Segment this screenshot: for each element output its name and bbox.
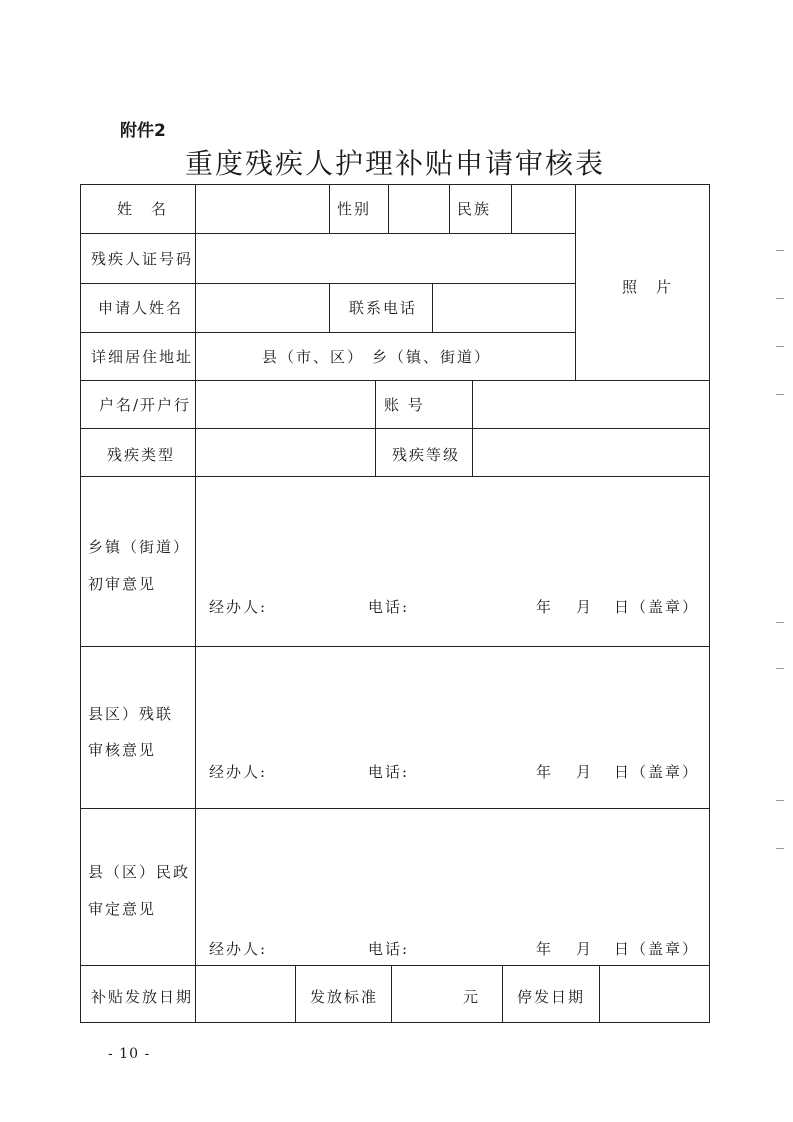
margin-mark: [776, 800, 784, 801]
review-civil-affairs-label-2: 审定意见: [88, 900, 157, 918]
review-civil-affairs-month: 月: [576, 940, 594, 958]
review-federation-label-2: 审核意见: [88, 741, 157, 759]
photo-label: 照 片: [622, 278, 674, 296]
review-township-opinion-field[interactable]: [196, 477, 709, 587]
form-title: 重度残疾人护理补贴申请审核表: [184, 147, 605, 180]
photo-area[interactable]: [576, 185, 709, 380]
id-number-field[interactable]: [196, 234, 575, 283]
gender-field[interactable]: [389, 185, 449, 233]
ethnicity-label: 民族: [457, 200, 492, 218]
margin-mark: [776, 848, 784, 849]
disability-level-field[interactable]: [473, 429, 709, 476]
disability-type-field[interactable]: [196, 429, 375, 476]
review-civil-affairs-opinion-field[interactable]: [196, 809, 709, 929]
review-federation-month: 月: [576, 763, 594, 781]
yuan-unit: 元: [463, 988, 481, 1006]
margin-mark: [776, 298, 784, 299]
review-federation-phone: 电话:: [368, 763, 410, 781]
county-suffix: 县（市、区）: [262, 348, 365, 366]
standard-field[interactable]: [392, 966, 502, 1022]
grant-date-field[interactable]: [196, 966, 295, 1022]
margin-mark: [776, 394, 784, 395]
name-field[interactable]: [196, 185, 329, 233]
ethnicity-field[interactable]: [512, 185, 575, 233]
margin-mark: [776, 346, 784, 347]
gender-label: 性别: [337, 200, 372, 218]
address-label: 详细居住地址: [91, 348, 194, 366]
review-township-year: 年: [536, 598, 554, 616]
review-township-handler: 经办人:: [209, 598, 268, 616]
applicant-name-label: 申请人姓名: [98, 299, 184, 317]
review-civil-affairs-year: 年: [536, 940, 554, 958]
review-federation-handler: 经办人:: [209, 763, 268, 781]
review-township-month: 月: [576, 598, 594, 616]
review-township-phone: 电话:: [368, 598, 410, 616]
margin-mark: [776, 250, 784, 251]
review-civil-affairs-phone: 电话:: [368, 940, 410, 958]
name-label: 姓 名: [117, 200, 169, 218]
review-civil-affairs-label-1: 县（区）民政: [88, 863, 191, 881]
review-federation-label-1: 县区）残联: [88, 705, 174, 723]
review-civil-affairs-handler: 经办人:: [209, 940, 268, 958]
account-number-field[interactable]: [473, 381, 709, 428]
disability-level-label: 残疾等级: [392, 446, 461, 464]
stop-date-label: 停发日期: [517, 988, 586, 1006]
margin-mark: [776, 668, 784, 669]
stop-date-field[interactable]: [600, 966, 709, 1022]
review-township-day-seal: 日（盖章）: [614, 598, 700, 616]
applicant-name-field[interactable]: [196, 284, 329, 332]
attachment-label: 附件2: [120, 121, 166, 141]
account-bank-field[interactable]: [196, 381, 375, 428]
id-number-label: 残疾人证号码: [91, 250, 194, 268]
account-bank-label: 户名/开户行: [99, 396, 192, 414]
disability-type-label: 残疾类型: [107, 446, 176, 464]
review-township-label-1: 乡镇（街道）: [88, 538, 191, 556]
township-suffix: 乡（镇、街道）: [372, 348, 492, 366]
review-federation-opinion-field[interactable]: [196, 647, 709, 757]
review-federation-year: 年: [536, 763, 554, 781]
contact-phone-label: 联系电话: [349, 299, 418, 317]
review-federation-day-seal: 日（盖章）: [614, 763, 700, 781]
account-number-label: 账 号: [384, 396, 425, 414]
page-number: - 10 -: [108, 1046, 151, 1062]
grant-date-label: 补贴发放日期: [91, 988, 194, 1006]
contact-phone-field[interactable]: [433, 284, 575, 332]
review-township-label-2: 初审意见: [88, 575, 157, 593]
standard-label: 发放标准: [310, 988, 379, 1006]
margin-mark: [776, 622, 784, 623]
review-civil-affairs-day-seal: 日（盖章）: [614, 940, 700, 958]
